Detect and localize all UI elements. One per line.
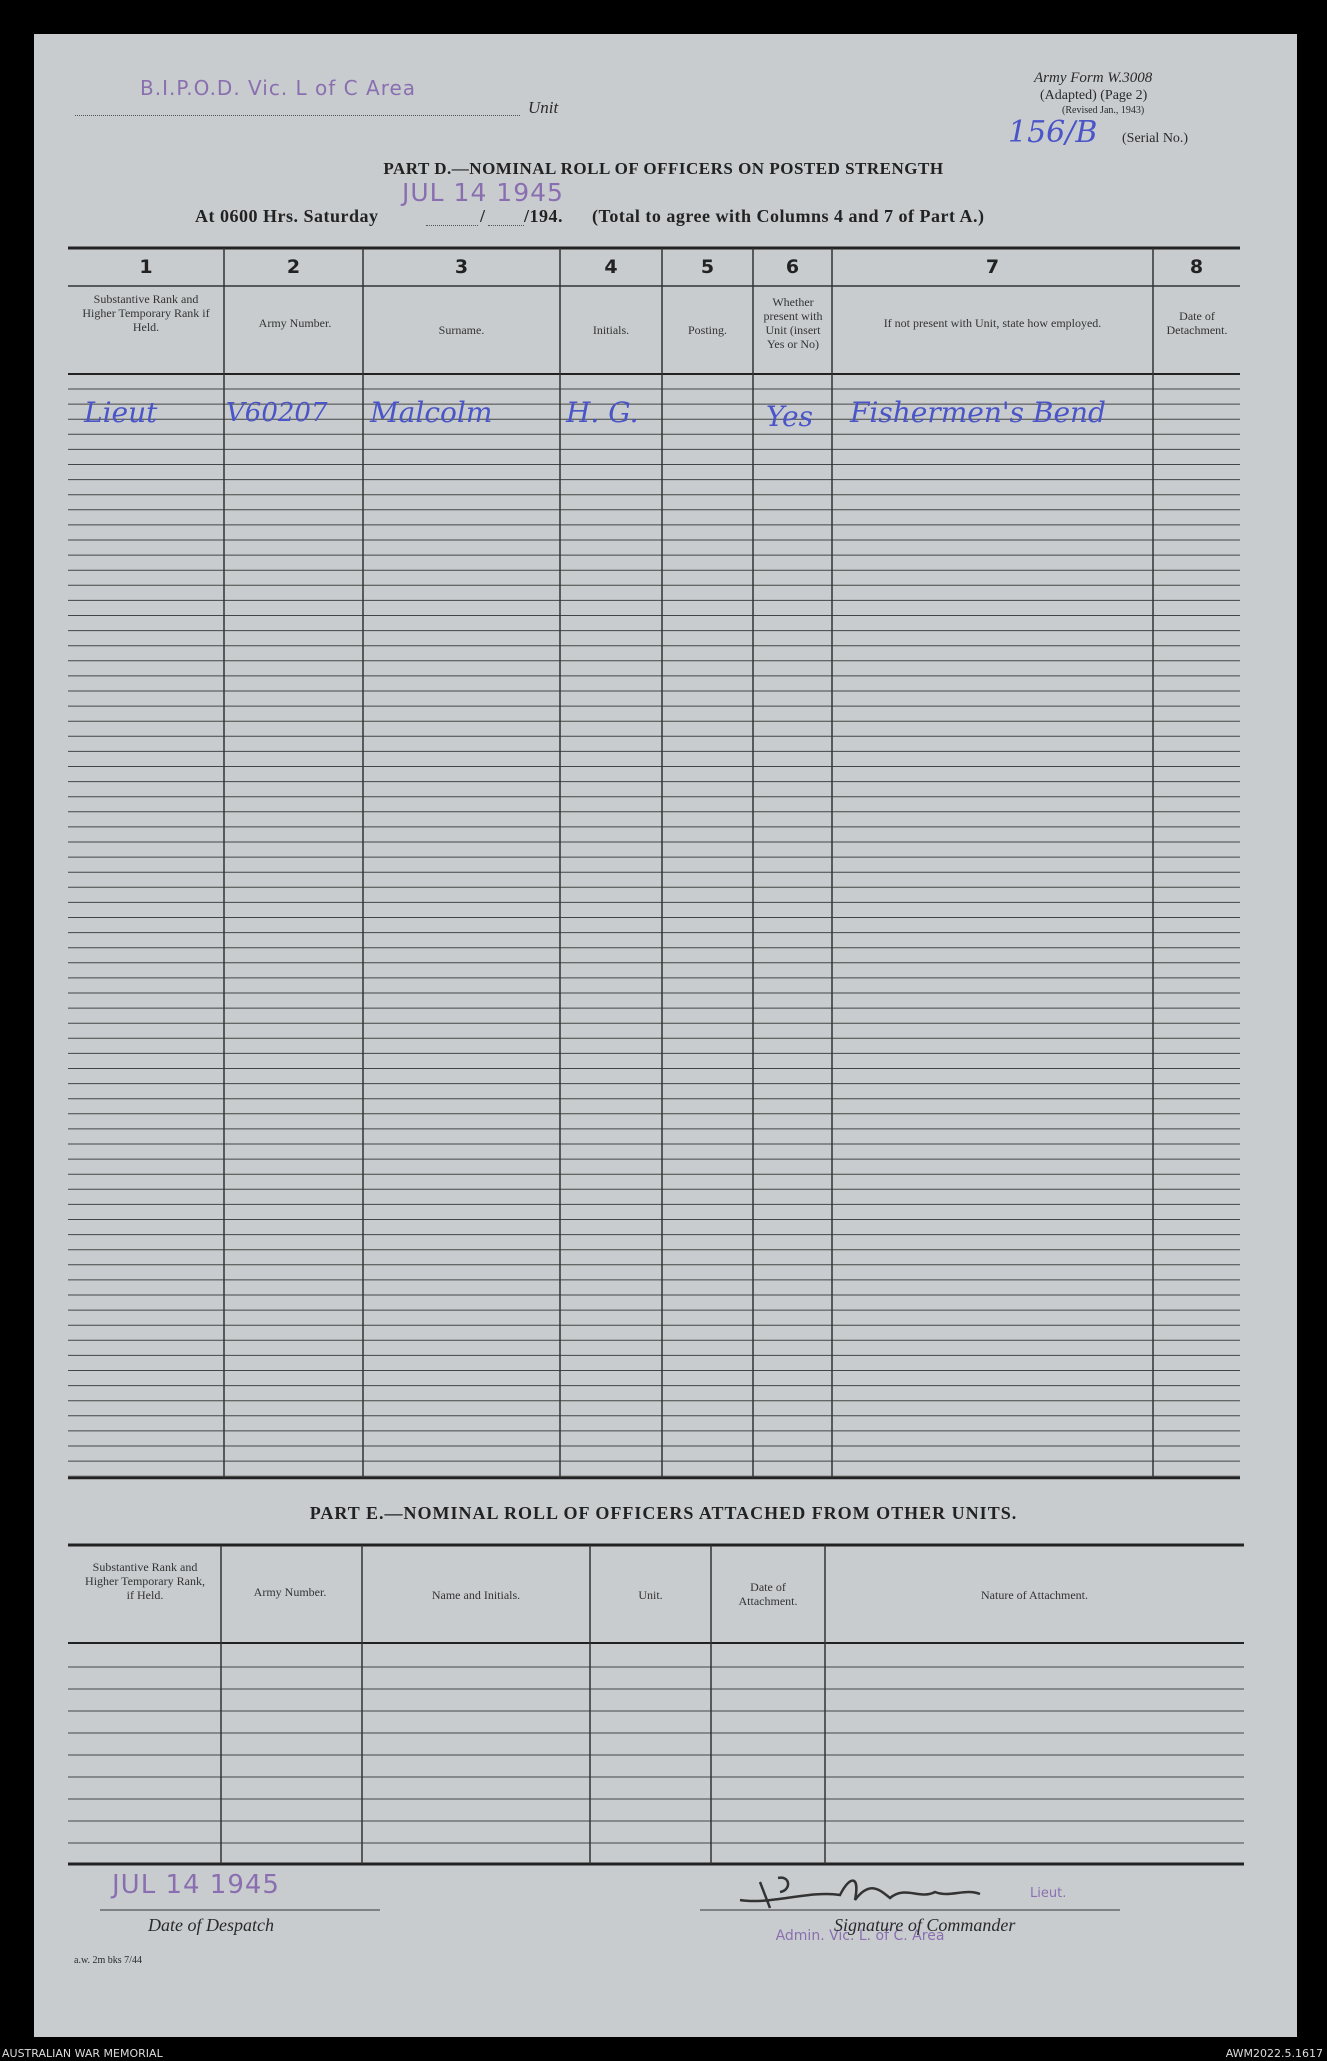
row-1-army-number: V60207: [226, 398, 328, 428]
row-1-surname: Malcolm: [370, 396, 493, 429]
despatch-label: Date of Despatch: [148, 1915, 274, 1935]
e-header-rank: Substantive Rank and Higher Temporary Rank, if Held.: [85, 1560, 205, 1602]
despatch-date-stamp: JUL 14 1945: [112, 1870, 280, 1900]
row-1-present: Yes: [766, 400, 813, 433]
row-1-initials: H. G.: [566, 396, 639, 429]
unit-label: Unit: [528, 98, 559, 117]
form-number: Army Form W.3008: [1034, 70, 1153, 86]
col-num-3: 3: [454, 256, 469, 278]
e-header-army-number: Army Number.: [253, 1585, 327, 1599]
signature-stamp: Admin. Vic. L. of C. Area: [775, 1928, 945, 1944]
e-header-nature: Nature of Attachment.: [981, 1588, 1088, 1602]
unit-stamp: B.I.P.O.D. Vic. L of C Area: [140, 76, 417, 100]
col-num-6: 6: [785, 256, 800, 278]
col-num-2: 2: [286, 256, 301, 278]
part-d-date-stamp: JUL 14 1945: [402, 178, 564, 207]
row-1-employed: Fishermen's Bend: [850, 396, 1106, 429]
col-header-employed: If not present with Unit, state how employed.: [883, 316, 1102, 330]
credit-left: AUSTRALIAN WAR MEMORIAL: [2, 2047, 163, 2060]
serial-number-handwritten: 156/B: [1008, 115, 1098, 150]
signature-rank: Lieut.: [1030, 1886, 1067, 1901]
serial-label: (Serial No.): [1122, 131, 1189, 146]
col-num-1: 1: [139, 256, 153, 278]
e-header-unit: Unit.: [638, 1588, 663, 1602]
col-num-7: 7: [985, 256, 1000, 278]
signature-label: Signature of Commander: [834, 1915, 1016, 1935]
col-header-army-number: Army Number.: [258, 316, 332, 330]
col-header-initials: Initials.: [592, 323, 630, 337]
e-header-name: Name and Initials.: [431, 1588, 521, 1602]
printer-code: a.w. 2m bks 7/44: [74, 1955, 142, 1966]
col-header-rank: Substantive Rank and Higher Temporary Rank if Held.: [82, 292, 210, 334]
part-d-subtitle-mid: /194.: [524, 206, 564, 226]
date-slash: /: [480, 206, 486, 226]
commander-signature: [730, 1870, 1010, 1920]
col-header-posting: Posting.: [687, 323, 727, 337]
form-revised: (Revised Jan., 1943): [1062, 105, 1145, 116]
col-num-5: 5: [700, 256, 715, 278]
col-num-8: 8: [1189, 256, 1204, 278]
part-d-title: PART D.—NOMINAL ROLL OF OFFICERS ON POSTED STRENGTH: [383, 159, 944, 178]
col-header-detachment: Date of Detachment.: [1166, 309, 1228, 337]
part-d-subtitle-right: (Total to agree with Columns 4 and 7 of Part A.): [592, 206, 985, 226]
part-d-subtitle-left: At 0600 Hrs. Saturday: [195, 206, 379, 226]
col-header-present: Whether present with Unit (insert Yes or No): [763, 295, 823, 351]
credit-right: AWM2022.5.1617: [1225, 2047, 1323, 2060]
row-1-rank: Lieut: [84, 396, 158, 429]
part-e-title: PART E.—NOMINAL ROLL OF OFFICERS ATTACHED FROM OTHER UNITS.: [309, 1503, 1018, 1523]
col-num-4: 4: [604, 256, 618, 278]
e-header-date-attachment: Date of Attachment.: [738, 1580, 798, 1608]
col-header-surname: Surname.: [438, 323, 485, 337]
form-adapted: (Adapted) (Page 2): [1040, 88, 1148, 103]
